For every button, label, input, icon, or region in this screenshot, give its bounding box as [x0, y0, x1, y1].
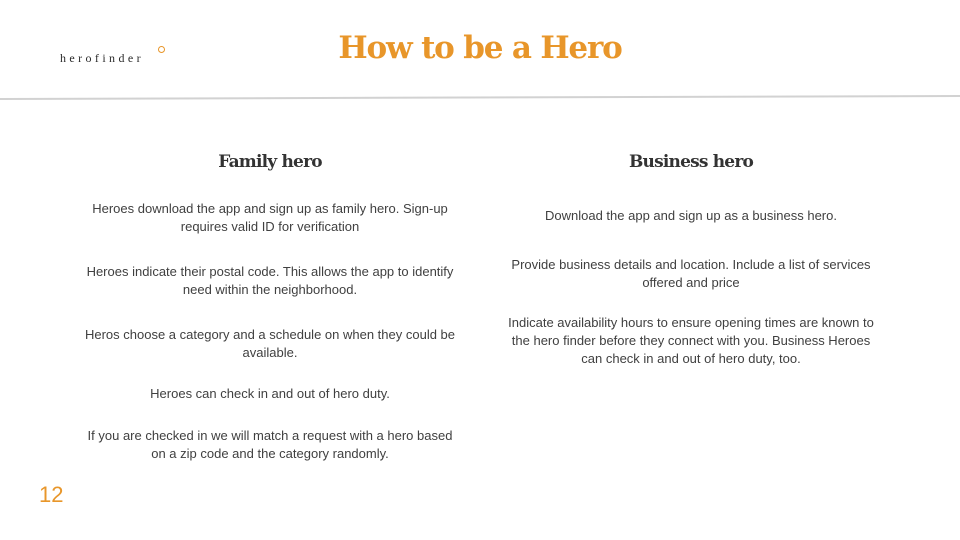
slide-title: How to be a Hero — [338, 30, 622, 66]
family-step-4: Heroes can check in and out of hero duty. — [150, 386, 390, 401]
business-step-1: Download the app and sign up as a business hero. — [545, 208, 837, 223]
business-hero-column — [501, 150, 881, 366]
family-step-2: Heroes indicate their postal code. This allows the app to identify need within the neighborhood. — [86, 264, 454, 297]
brand-logo: herofinder — [60, 51, 144, 65]
business-step-2: Provide business details and location. Include a list of services offered and price — [511, 257, 871, 290]
business-hero-heading: Business hero — [628, 152, 754, 172]
family-step-1: Heroes download the app and sign up as family hero. Sign-up requires valid ID for verification — [92, 201, 448, 234]
family-hero-heading: Family hero — [218, 152, 322, 172]
family-hero-column — [80, 150, 460, 461]
business-step-3: Indicate availability hours to ensure opening times are known to the hero finder before they connect with you. Business Heroes can check in and out of hero duty, too. — [508, 315, 874, 366]
family-step-3: Heros choose a category and a schedule on when they could be available. — [84, 327, 456, 360]
family-step-5: If you are checked in we will match a request with a hero based on a zip code and the category randomly. — [87, 428, 453, 461]
page-number: 12 — [39, 482, 64, 507]
header-divider — [0, 95, 960, 100]
